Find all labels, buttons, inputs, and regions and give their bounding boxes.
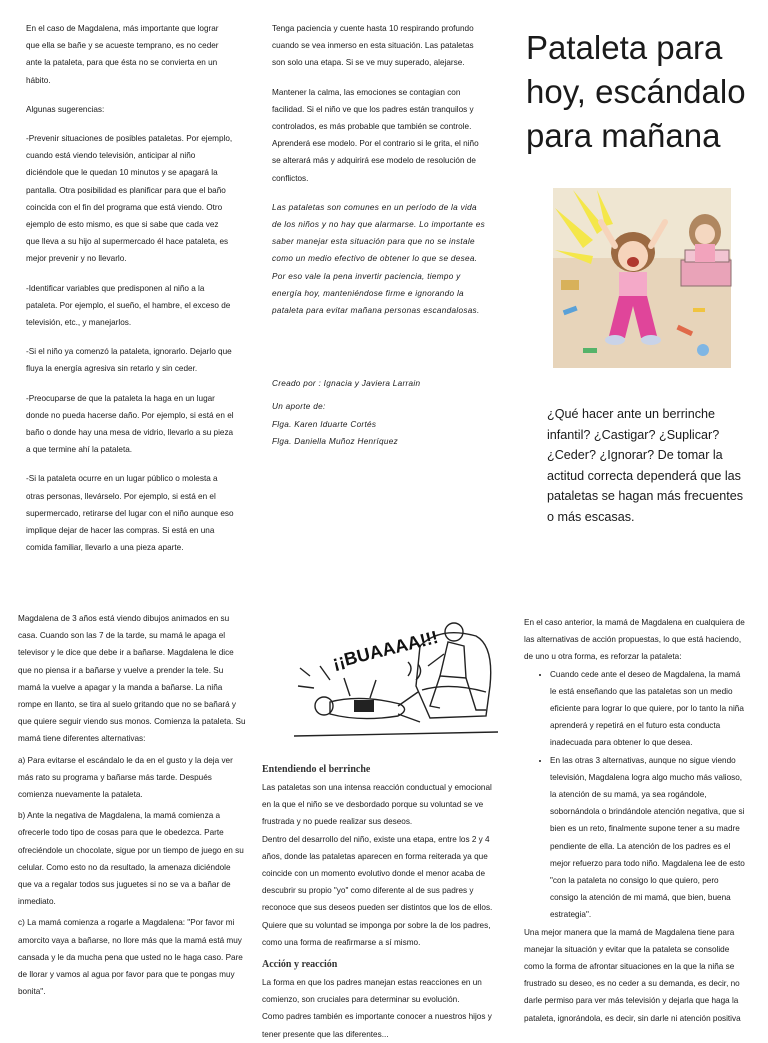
analysis-bullets (524, 666, 746, 924)
heading-understanding: Entendiendo el berrinche (262, 764, 371, 775)
question-block (547, 404, 747, 524)
action-p2: Como padres también es importante conocer a nuestros hijos y tener presente que las diferentes... (262, 1012, 492, 1039)
tantrum-girl-illustration (553, 188, 731, 368)
suggestion-prevent: -Prevenir situaciones de posibles pataletas. Por ejemplo, cuando está viendo televisión, anticipar al niño diciéndole que le quedan 10 minutos y se apagará la pantalla. Otra posibilidad es planificar para que el baño coincida con el fin del programa que está viendo. Otro ejemplo de esto mismo, es que si sabe que cada vez que lleva a su hijo al supermercado él hace pataleta, es mejor prevenir y no llevarlo. (26, 134, 233, 264)
analysis-intro: En el caso anterior, la mamá de Magdalena en cualquiera de las alternativas de acción propuestas, lo que está haciendo, de uno u otra forma, es reforzar la pataleta: (524, 618, 745, 662)
bullet-attention: • En las otras 3 alternativas, aunque no sigue viendo televisión, Magdalena logra algo mucho más valioso, la atención de su mamá, ya sea rogándole, sobornándola o brindándole atención negativa, que si bien es un reto, finalmente supone tener a su madre pendiente de ella. La atención de los padres es el mejor refuerzo para todo niño. Magdalena lee de esto "con la pataleta no consigo lo que quiero, pero consigo la atención de mi mamá, que bien, buena estrategia". (550, 752, 746, 924)
question-paragraph: ¿Qué hacer ante un berrinche infantil? ¿Castigar? ¿Suplicar? ¿Ceder? ¿Ignorar? De tomar la actitud correcta dependerá que las pataletas se hagan más frecuentes o más escasas. (547, 407, 744, 524)
contributor-1: Flga. Karen Iduarte Cortés (272, 419, 377, 429)
bottom-right-column (524, 614, 746, 1024)
understanding-p1: Las pataletas son una intensa reacción conductual y emocional en la que el niño se ve desbordado porque su voluntad se ve frustrada y no puede realizar sus deseos. (262, 783, 492, 827)
contribution-label: Un aporte de: (272, 402, 326, 412)
created-by: Creado por : Ignacia y Javiera Larrain (272, 379, 421, 389)
alternative-b: b) Ante la negativa de Magdalena, la mamá comienza a ofrecerle todo tipo de cosas para que le obedezca. Parte ofreciéndole un chocolate, sigue por un tiempo de juego en su celular. Como esto no da resultado, la amenaza diciéndole que va a regalar todos sus juguetes si no se va a bañar de inmediato. (18, 811, 244, 907)
better-way-paragraph: Una mejor manera que la mamá de Magdalena tiene para manejar la situación y evitar que la pataleta se consolide como la forma de afrontar situaciones en la que la niña se frustrado su deseo, es no ceder a su demanda, es decir, no darle permiso para ver más televisión y dejarla que haga la pataleta, ignorándola, es decir, sin darle ni atención positiva (524, 927, 741, 1023)
top-middle-column (272, 20, 488, 470)
bottom-left-column (18, 610, 246, 1024)
suggestion-ignore: -Si el niño ya comenzó la pataleta, ignorarlo. Dejarlo que fluya la energía agresiva sin retarlo y sin ceder. (26, 347, 232, 374)
suggestion-public-place: -Si la pataleta ocurre en un lugar público o molesta a otras personas, llevárselo. Por ejemplo, si está en el supermercado, retirarse del lugar con el niño aunque eso implique dejar de hacer las compras. Si está en una comida familiar, llevarlo a una pieza aparte. (26, 474, 234, 553)
italic-highlight: Las pataletas son comunes en un período de la vida de los niños y no hay que alarmarse. Lo importante es saber manejar esta situación para que no se instale como un medio efectivo de obtener lo que se desea. Por eso vale la pena invertir paciencia, tiempo y energía hoy, manteniéndose firme e ignorando la pataleta para evitar mañana personas escandalosas. (272, 202, 485, 316)
understanding-p2: Dentro del desarrollo del niño, existe una etapa, entre los 2 y 4 años, donde las pataletas aparecen en forma reiterada ya que coincide con un momento evolutivo donde el menor acaba de descubrir su propio "yo" como diferente al de sus padres y reconoce que sus deseos pueden ser distintos que los de ellos. Quiere que su voluntad se imponga por sobre la de los padres, como una forma de reafirmarse a sí mismo. (262, 834, 493, 947)
suggestion-identify: -Identificar variables que predisponen al niño a la pataleta. Por ejemplo, el sueño, el hambre, el exceso de televisión, etc., y manejarlos. (26, 283, 231, 328)
bottom-middle-column (262, 756, 502, 1039)
heading-action-reaction: Acción y reacción (262, 959, 338, 971)
top-left-column (26, 20, 234, 553)
suggestion-safe-place: -Preocuparse de que la pataleta la haga en un lugar donde no pueda hacerse daño. Por ejemplo, si está en el baño o donde hay una mesa de vidrio, llevarlo a su pieza a que termine ahí la pataleta. (26, 393, 234, 455)
alternative-c: c) La mamá comienza a rogarle a Magdalena: "Por favor mi amorcito vaya a bañarse, no llore más que la mamá está muy cansada y le da mucha pena que usted no le haga caso. Pare de llorar y vamos al agua por favor para que te pongas muy bonita". (18, 918, 243, 997)
suggestions-label: Algunas sugerencias: (26, 104, 105, 114)
contributor-2: Flga. Daniella Muñoz Henríquez (272, 436, 398, 446)
calm-paragraph: Mantener la calma, las emociones se contagian con facilidad. Si el niño ve que los padres están tranquilos y controlados, es más probable que también se controle. Aprenderá ese modelo. Por el contrario si le grita, el niño se alterará más y adquirirá ese modelo de resolución de conflictos. (272, 87, 479, 183)
intro-paragraph: En el caso de Magdalena, más importante que lograr que ella se bañe y se acueste temprano, es no ceder ante la pataleta, para que ésta no se convierta en un hábito. (26, 24, 219, 85)
magdalena-story: Magdalena de 3 años está viendo dibujos animados en su casa. Cuando son las 7 de la tarde, su mamá le apaga el televisor y le dice que debe ir a bañarse. Magdalena le dice que no piensa ir a bañarse y vuelve a prender la tele. Su mamá la vuelve a apagar y la manda a bañarse. La niña rompe en llanto, se tira al suelo gritando que no se bañará y que quiere seguir viendo sus monos. Comienza la pataleta. Su mamá tiene diferentes alternativas: (18, 614, 246, 744)
page-title: Pataleta para hoy, escándalo para mañana (526, 29, 746, 154)
patience-paragraph: Tenga paciencia y cuente hasta 10 respirando profundo cuando se vea inmerso en esta situación. Las pataletas son solo una etapa. Si se ve muy superado, alejarse. (272, 24, 474, 68)
alternative-a: a) Para evitarse el escándalo le da en el gusto y la deja ver más rato su programa y bañarse más tarde. Después comienza nuevamente la pataleta. (18, 755, 233, 800)
comic-shout: ¡¡BUAAAA!!! (330, 626, 441, 673)
bullet-cede: • Cuando cede ante el deseo de Magdalena, la mamá le está enseñando que las pataletas son un medio eficiente para lograr lo que quiere, por lo tanto la niña aprenderá y repetirá en el futuro esta conducta inadecuada para obtener lo que desea. (550, 666, 746, 752)
tantrum-boy-comic (290, 606, 502, 752)
action-p1: La forma en que los padres manejan estas reacciones en un comienzo, son cruciales para determinar su evolución. (262, 978, 482, 1005)
